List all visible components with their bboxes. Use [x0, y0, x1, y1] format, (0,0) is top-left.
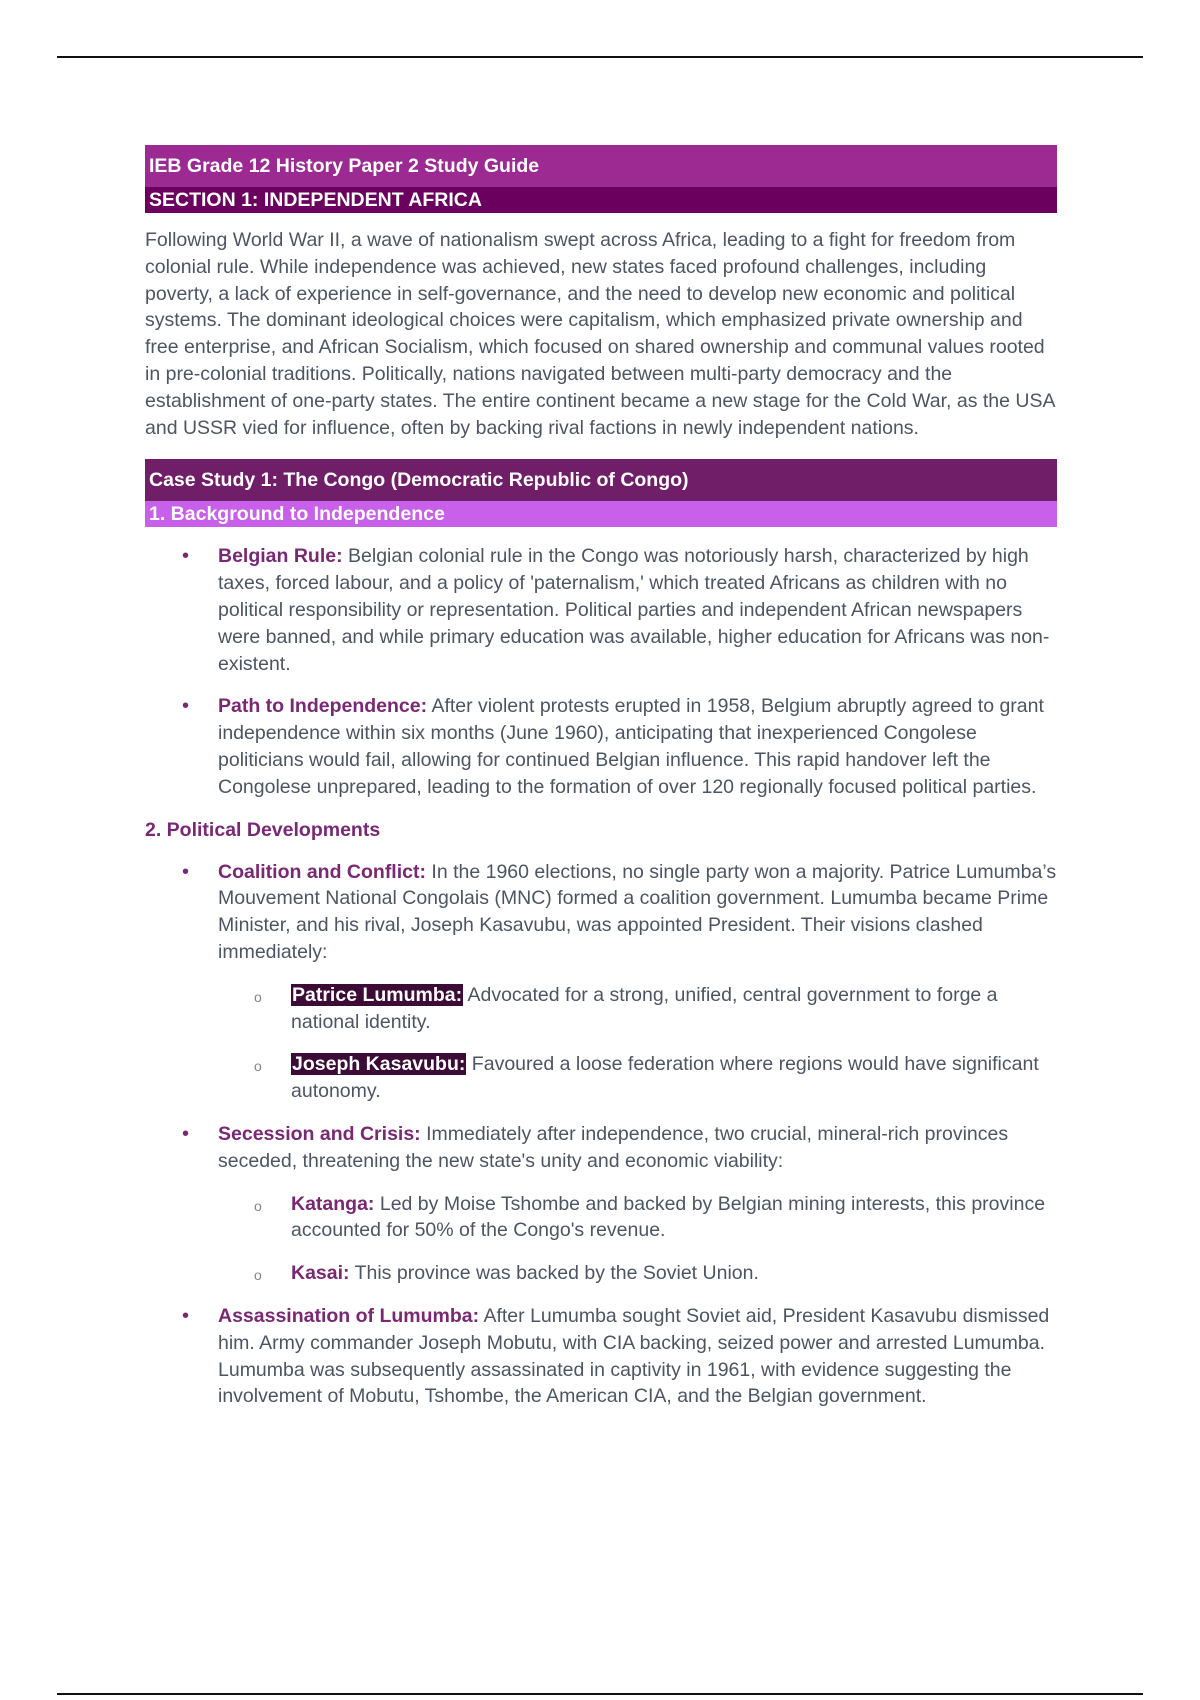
list-item: [145, 543, 1057, 677]
political-list: [145, 859, 1057, 1411]
sub-list-item: [218, 1260, 1057, 1287]
item-term: Kasai:: [291, 1262, 350, 1285]
item-text: Advocated for a strong, unified, central government to forge a national identity.: [291, 983, 998, 1033]
header-rule: [57, 56, 1143, 58]
item-text: In the 1960 elections, no single party won a majority. Patrice Lumumba’s Mouvement National Congolais (MNC) formed a coalition government. Lumumba became Prime Minister, and his rival, Joseph Kasavubu, was appointed President. Their visions clashed immediately:: [218, 860, 1057, 963]
footer-rule: [57, 1693, 1143, 1695]
item-term: Katanga:: [291, 1192, 375, 1215]
item-term: Coalition and Conflict:: [218, 860, 426, 883]
sub-list: [218, 1191, 1057, 1287]
item-term: Assassination of Lumumba:: [218, 1304, 480, 1327]
item-text: This province was backed by the Soviet Union.: [349, 1262, 759, 1285]
item-term: Path to Independence:: [218, 695, 428, 718]
item-text: After violent protests erupted in 1958, Belgium abruptly agreed to grant independence within six months (June 1960), anticipating that inexperienced Congolese politicians would fail, allowing for continued Belgian influence. This rapid handover left the Congolese unprepared, leading to the formation of over 120 regionally focused political parties.: [218, 695, 1044, 798]
list-item: [145, 1303, 1057, 1410]
sub-list-item: [218, 1191, 1057, 1245]
list-item: [145, 1121, 1057, 1287]
item-term: Belgian Rule:: [218, 545, 343, 568]
political-heading: 2. Political Developments: [145, 818, 381, 841]
highlighted-term: Patrice Lumumba:: [292, 983, 463, 1006]
list-item: [145, 693, 1057, 800]
item-text: Immediately after independence, two crucial, mineral-rich provinces seceded, threatening the new state's unity and economic viability:: [218, 1122, 1009, 1172]
section-heading: SECTION 1: INDEPENDENT AFRICA: [145, 187, 1057, 213]
highlighted-term: Joseph Kasavubu:: [292, 1053, 466, 1076]
background-list: [145, 543, 1057, 800]
item-text: Led by Moise Tshombe and backed by Belgian mining interests, this province accounted for 50% of the Congo's revenue.: [291, 1192, 1046, 1242]
sub-list-item: [218, 1051, 1057, 1105]
item-term: Secession and Crisis:: [218, 1122, 421, 1145]
background-heading: 1. Background to Independence: [145, 501, 1057, 527]
item-text: Favoured a loose federation where regions would have significant autonomy.: [291, 1053, 1039, 1103]
document-title: IEB Grade 12 History Paper 2 Study Guide: [145, 145, 1057, 187]
case-study-heading: Case Study 1: The Congo (Democratic Republic of Congo): [145, 459, 1057, 501]
item-text: After Lumumba sought Soviet aid, President Kasavubu dismissed him. Army commander Joseph Mobutu, with CIA backing, seized power and arrested Lumumba. Lumumba was subsequently assassinated in captivity in 1961, with evidence suggesting the involvement of Mobutu, Tshombe, the American CIA, and the Belgian government.: [218, 1304, 1050, 1408]
intro-paragraph: Following World War II, a wave of nationalism swept across Africa, leading to a fight for freedom from colonial rule. While independence was achieved, new states faced profound challenges, including poverty, a lack of experience in self-governance, and the need to develop new economic and political systems. The dominant ideological choices were capitalism, which emphasized private ownership and free enterprise, and African Socialism, which focused on shared ownership and communal values rooted in pre-colonial traditions. Politically, nations navigated between multi-party democracy and the establishment of one-party states. The entire continent became a new stage for the Cold War, as the USA and USSR vied for influence, often by backing rival factions in newly independent nations.: [145, 229, 1055, 439]
sub-list-item: [218, 982, 1057, 1036]
list-item: [145, 859, 1057, 1105]
sub-list: [218, 982, 1057, 1105]
item-text: Belgian colonial rule in the Congo was notoriously harsh, characterized by high taxes, forced labour, and a policy of 'paternalism,' which treated Africans as children with no political responsibility or representation. Political parties and independent African newspapers were banned, and while primary education was available, higher education for Africans was non-existent.: [218, 545, 1050, 675]
document-body: [145, 145, 1057, 1410]
